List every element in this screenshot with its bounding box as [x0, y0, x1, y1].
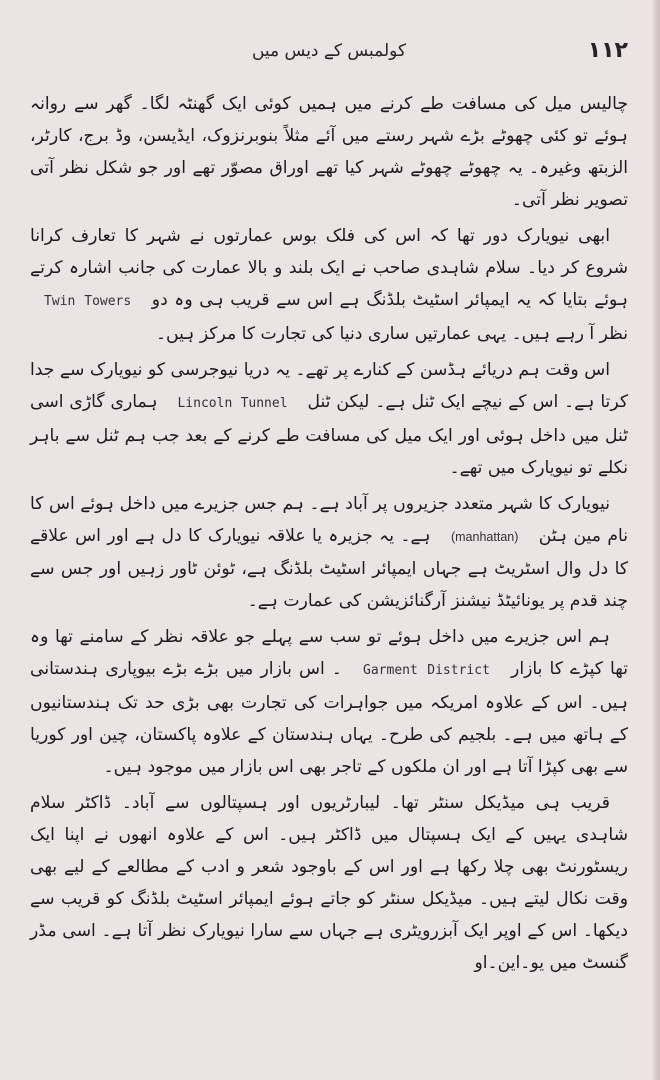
paragraph-text-continued: ہماری گاڑی اسی ٹنل میں داخل ہوئی اور ایک میل کی مسافت طے کرنے کے بعد جب ہم ٹنل سے باہر نکلے تو نیویارک میں تھے۔ [30, 392, 628, 478]
paragraph-text: چالیس میل کی مسافت طے کرنے میں ہمیں کوئی ایک گھنٹہ لگا۔ گھر سے روانہ ہوئے تو کئی چھوٹے بڑے شہر رستے میں آئے مثلاً بنوبرنزوک، ایڈیسن، وڈ برج، کارٹر، الزبتھ وغیرہ۔ یہ چھوٹے چھوٹے شہر کیا تھے اوراق مصوّر تھے اور جو شکل نظر آتی تصویر نظر آتی۔ [30, 94, 628, 210]
latin-term-manhattan: (manhattan) [450, 530, 519, 544]
body-text [30, 88, 628, 983]
running-title: کولمبس کے دیس میں [251, 41, 407, 61]
paragraph-3 [30, 354, 628, 484]
page-gutter-shadow [652, 0, 658, 1080]
paragraph-text-continued: ۔ اس بازار میں بڑے بڑے بیوپاری ہندستانی ہیں۔ اس کے علاوہ امریکہ میں جواہرات کی تجارت بھی بڑی حد تک ہندستانیوں کے ہاتھ میں ہے۔ بلجیم کی طرح۔ یہاں ہندستان کے علاوہ پاکستان، چین اور کوریا سے بھی کپڑا آتا ہے اور ان ملکوں کے تاجر بھی اس بازار میں موجود ہیں۔ [30, 659, 628, 777]
paragraph-text-continued: ہے۔ یہ جزیرہ یا علاقہ نیویارک کا دل ہے اور اس علاقے کا دل وال اسٹریٹ ہے جہاں ایمپائر اسٹیٹ بلڈنگ ہے، ٹوئن ٹاور زہیں اور جس سے چند قدم پر یونائیٹڈ نیشنز آرگنائزیشن کی عمارت ہے۔ [30, 526, 628, 611]
latin-term-lincoln-tunnel: Lincoln Tunnel [177, 396, 288, 411]
page-header [30, 38, 628, 68]
paragraph-4 [30, 488, 628, 617]
paragraph-text: نیویارک کا شہر متعدد جزیروں پر آباد ہے۔ ہم جس جزیرے میں داخل ہوئے اس کا نام مین ہٹن [30, 494, 628, 546]
paragraph-text: ہم اس جزیرے میں داخل ہوئے تو سب سے پہلے جو علاقہ نظر کے سامنے تھا وہ تھا کپڑے کا بازار [30, 627, 628, 679]
paragraph-text-continued: نظر آ رہے ہیں۔ یہی عمارتیں ساری دنیا کی تجارت کا مرکز ہیں۔ [155, 324, 628, 344]
latin-term-twin-towers: Twin Towers [44, 294, 132, 309]
latin-term-garment-district: Garment District [363, 663, 490, 678]
page-number: ۱۱۲ [587, 38, 628, 63]
paragraph-text: ابھی نیویارک دور تھا کہ اس کی فلک بوس عمارتوں نے شہر کا تعارف کرانا شروع کر دیا۔ سلام شاہدی صاحب نے ایک بلند و بالا عمارت کی جانب اشارہ کرتے ہوئے بتایا کہ یہ ایمپائر اسٹیٹ بلڈنگ ہے اس سے قریب ہی وہ دو [30, 226, 629, 310]
paragraph-2 [30, 220, 628, 350]
paragraph-1 [30, 88, 628, 216]
paragraph-text: قریب ہی میڈیکل سنٹر تھا۔ لیبارٹریوں اور ہسپتالوں سے آباد۔ ڈاکٹر سلام شاہدی یہیں کے ایک ہسپتال میں ڈاکٹر ہیں۔ اس کے علاوہ انھوں نے اپنا ایک ریسٹورنٹ بھی چلا رکھا ہے اور اس کے باوجود شعر و ادب کے مطالعے کے لیے بھی وقت نکال لیتے ہیں۔ میڈیکل سنٹر کو جاتے ہوئے ایمپائر اسٹیٹ بلڈنگ کو قریب سے دیکھا۔ اس کے اوپر ایک آبزرویٹری ہے جہاں سے سارا نیویارک نظر آتا ہے۔ اسی مڈر گنسٹ میں یو۔این۔او [30, 793, 628, 973]
paragraph-text: اس وقت ہم دریائے ہڈسن کے کنارے پر تھے۔ یہ دریا نیوجرسی کو نیویارک سے جدا کرتا ہے۔ اس کے نیچے ایک ٹنل ہے۔ لیکن ٹنل [30, 360, 629, 412]
paragraph-6 [30, 787, 628, 979]
paragraph-5 [30, 621, 628, 783]
